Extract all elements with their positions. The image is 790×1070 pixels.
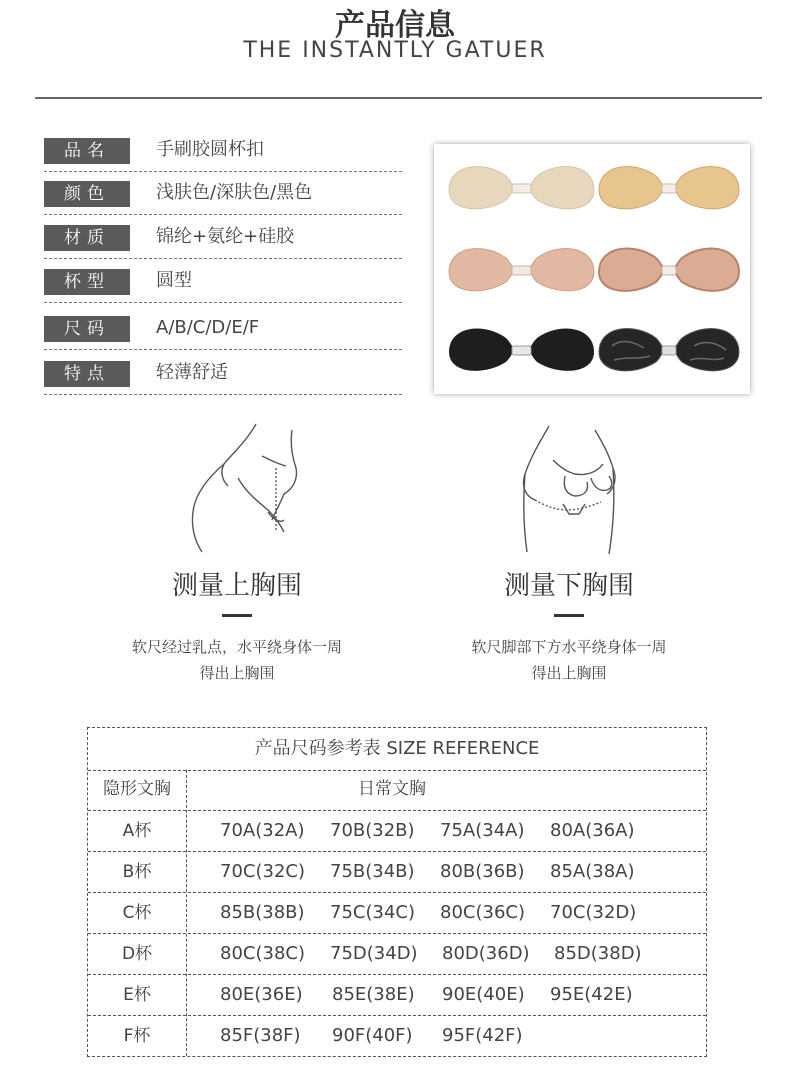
upper-bust-divider <box>222 614 252 617</box>
size-cell: 75A(34A) <box>440 820 525 841</box>
spec-label: 尺码 <box>44 316 130 342</box>
spec-value: 轻薄舒适 <box>156 362 228 383</box>
spec-value: 浅肤色/深肤色/黑色 <box>156 182 313 203</box>
divider <box>44 302 402 303</box>
upper-bust-illustration <box>180 420 320 560</box>
size-cell: 85A(38A) <box>550 861 635 882</box>
size-cell: 70B(32B) <box>330 820 415 841</box>
spec-value: 圆型 <box>156 270 192 291</box>
bra-dark-inner <box>599 249 739 291</box>
size-cell: 85E(38E) <box>332 984 415 1005</box>
spec-row-cup-shape <box>44 263 402 303</box>
spec-row-size <box>44 310 402 350</box>
table-row <box>88 974 706 1015</box>
spec-label: 颜色 <box>44 181 130 207</box>
divider <box>44 349 402 350</box>
divider <box>44 214 402 215</box>
divider <box>44 258 402 259</box>
divider <box>44 171 402 172</box>
size-cell: 70A(32A) <box>220 820 305 841</box>
spec-label: 材质 <box>44 225 130 251</box>
bra-light-inner <box>599 167 739 209</box>
table-title: 产品尺码参考表 SIZE REFERENCE <box>88 728 706 771</box>
size-cell: 70C(32D) <box>550 902 637 923</box>
column-header-daily-bra: 日常文胸 <box>358 779 426 799</box>
size-cell: 90F(40F) <box>332 1025 413 1046</box>
size-cell: 90E(40E) <box>442 984 525 1005</box>
size-cell: 70C(32C) <box>220 861 305 882</box>
spec-label: 品名 <box>44 138 130 164</box>
upper-bust-title: 测量上胸围 <box>171 571 302 601</box>
size-cell: 85B(38B) <box>220 902 305 923</box>
spec-row-color <box>44 175 402 215</box>
upper-bust-desc-line2: 得出上胸围 <box>199 664 275 682</box>
size-cell: 80C(38C) <box>220 943 305 964</box>
bra-black-inner <box>599 329 739 371</box>
lower-bust-desc-line1: 软尺脚部下方水平绕身体一周 <box>471 638 667 656</box>
product-photo <box>434 144 750 394</box>
size-cell: 95F(42F) <box>442 1025 523 1046</box>
lower-bust-desc-line2: 得出上胸围 <box>531 664 607 682</box>
bra-light-outer <box>449 167 594 209</box>
upper-bust-desc-line1: 软尺经过乳点，水平绕身体一周 <box>131 638 342 656</box>
figure-illustration <box>180 420 320 560</box>
size-cell: 80A(36A) <box>550 820 635 841</box>
lower-bust-illustration <box>505 420 635 560</box>
spec-value: A/B/C/D/E/F <box>156 317 260 338</box>
spec-row-material <box>44 219 402 259</box>
size-cell: 80D(36D) <box>442 943 530 964</box>
table-row <box>88 810 706 851</box>
size-cell: 85D(38D) <box>554 943 642 964</box>
divider <box>44 394 402 395</box>
size-cell: 75C(34C) <box>330 902 415 923</box>
table-row <box>88 851 706 892</box>
size-cell: 80E(36E) <box>220 984 303 1005</box>
size-cell: 85F(38F) <box>220 1025 301 1046</box>
spec-row-name <box>44 132 402 172</box>
spec-value: 手刷胶圆杯扣 <box>156 139 264 160</box>
spec-value: 锦纶+氨纶+硅胶 <box>156 226 295 247</box>
cup-size-cell: E杯 <box>123 985 151 1005</box>
spec-label: 杯型 <box>44 269 130 295</box>
cup-size-cell: D杯 <box>121 944 153 964</box>
size-cell: 95E(42E) <box>550 984 633 1005</box>
lower-bust-title: 测量下胸围 <box>503 571 634 601</box>
cup-size-cell: A杯 <box>122 821 152 841</box>
spec-label: 特点 <box>44 361 130 387</box>
spec-row-feature <box>44 355 402 395</box>
cup-size-cell: F杯 <box>123 1026 151 1046</box>
table-row <box>88 933 706 974</box>
product-photo-graphic <box>434 144 750 394</box>
table-row <box>88 1015 706 1056</box>
size-cell: 75D(34D) <box>330 943 418 964</box>
bra-dark-outer <box>449 249 594 291</box>
table-row <box>88 892 706 933</box>
size-reference-table <box>87 727 707 1057</box>
page-subtitle: THE INSTANTLY GATUER <box>243 38 547 63</box>
column-header-invisible-bra: 隐形文胸 <box>103 779 171 799</box>
figure-illustration <box>505 420 635 560</box>
lower-bust-divider <box>554 614 584 617</box>
size-cell: 80C(36C) <box>440 902 525 923</box>
header-divider <box>35 97 762 99</box>
cup-size-cell: B杯 <box>122 862 152 882</box>
bra-black-outer <box>449 329 594 371</box>
page-title: 产品信息 <box>335 8 455 43</box>
size-cell: 75B(34B) <box>330 861 415 882</box>
cup-size-cell: C杯 <box>122 903 152 923</box>
size-cell: 80B(36B) <box>440 861 525 882</box>
